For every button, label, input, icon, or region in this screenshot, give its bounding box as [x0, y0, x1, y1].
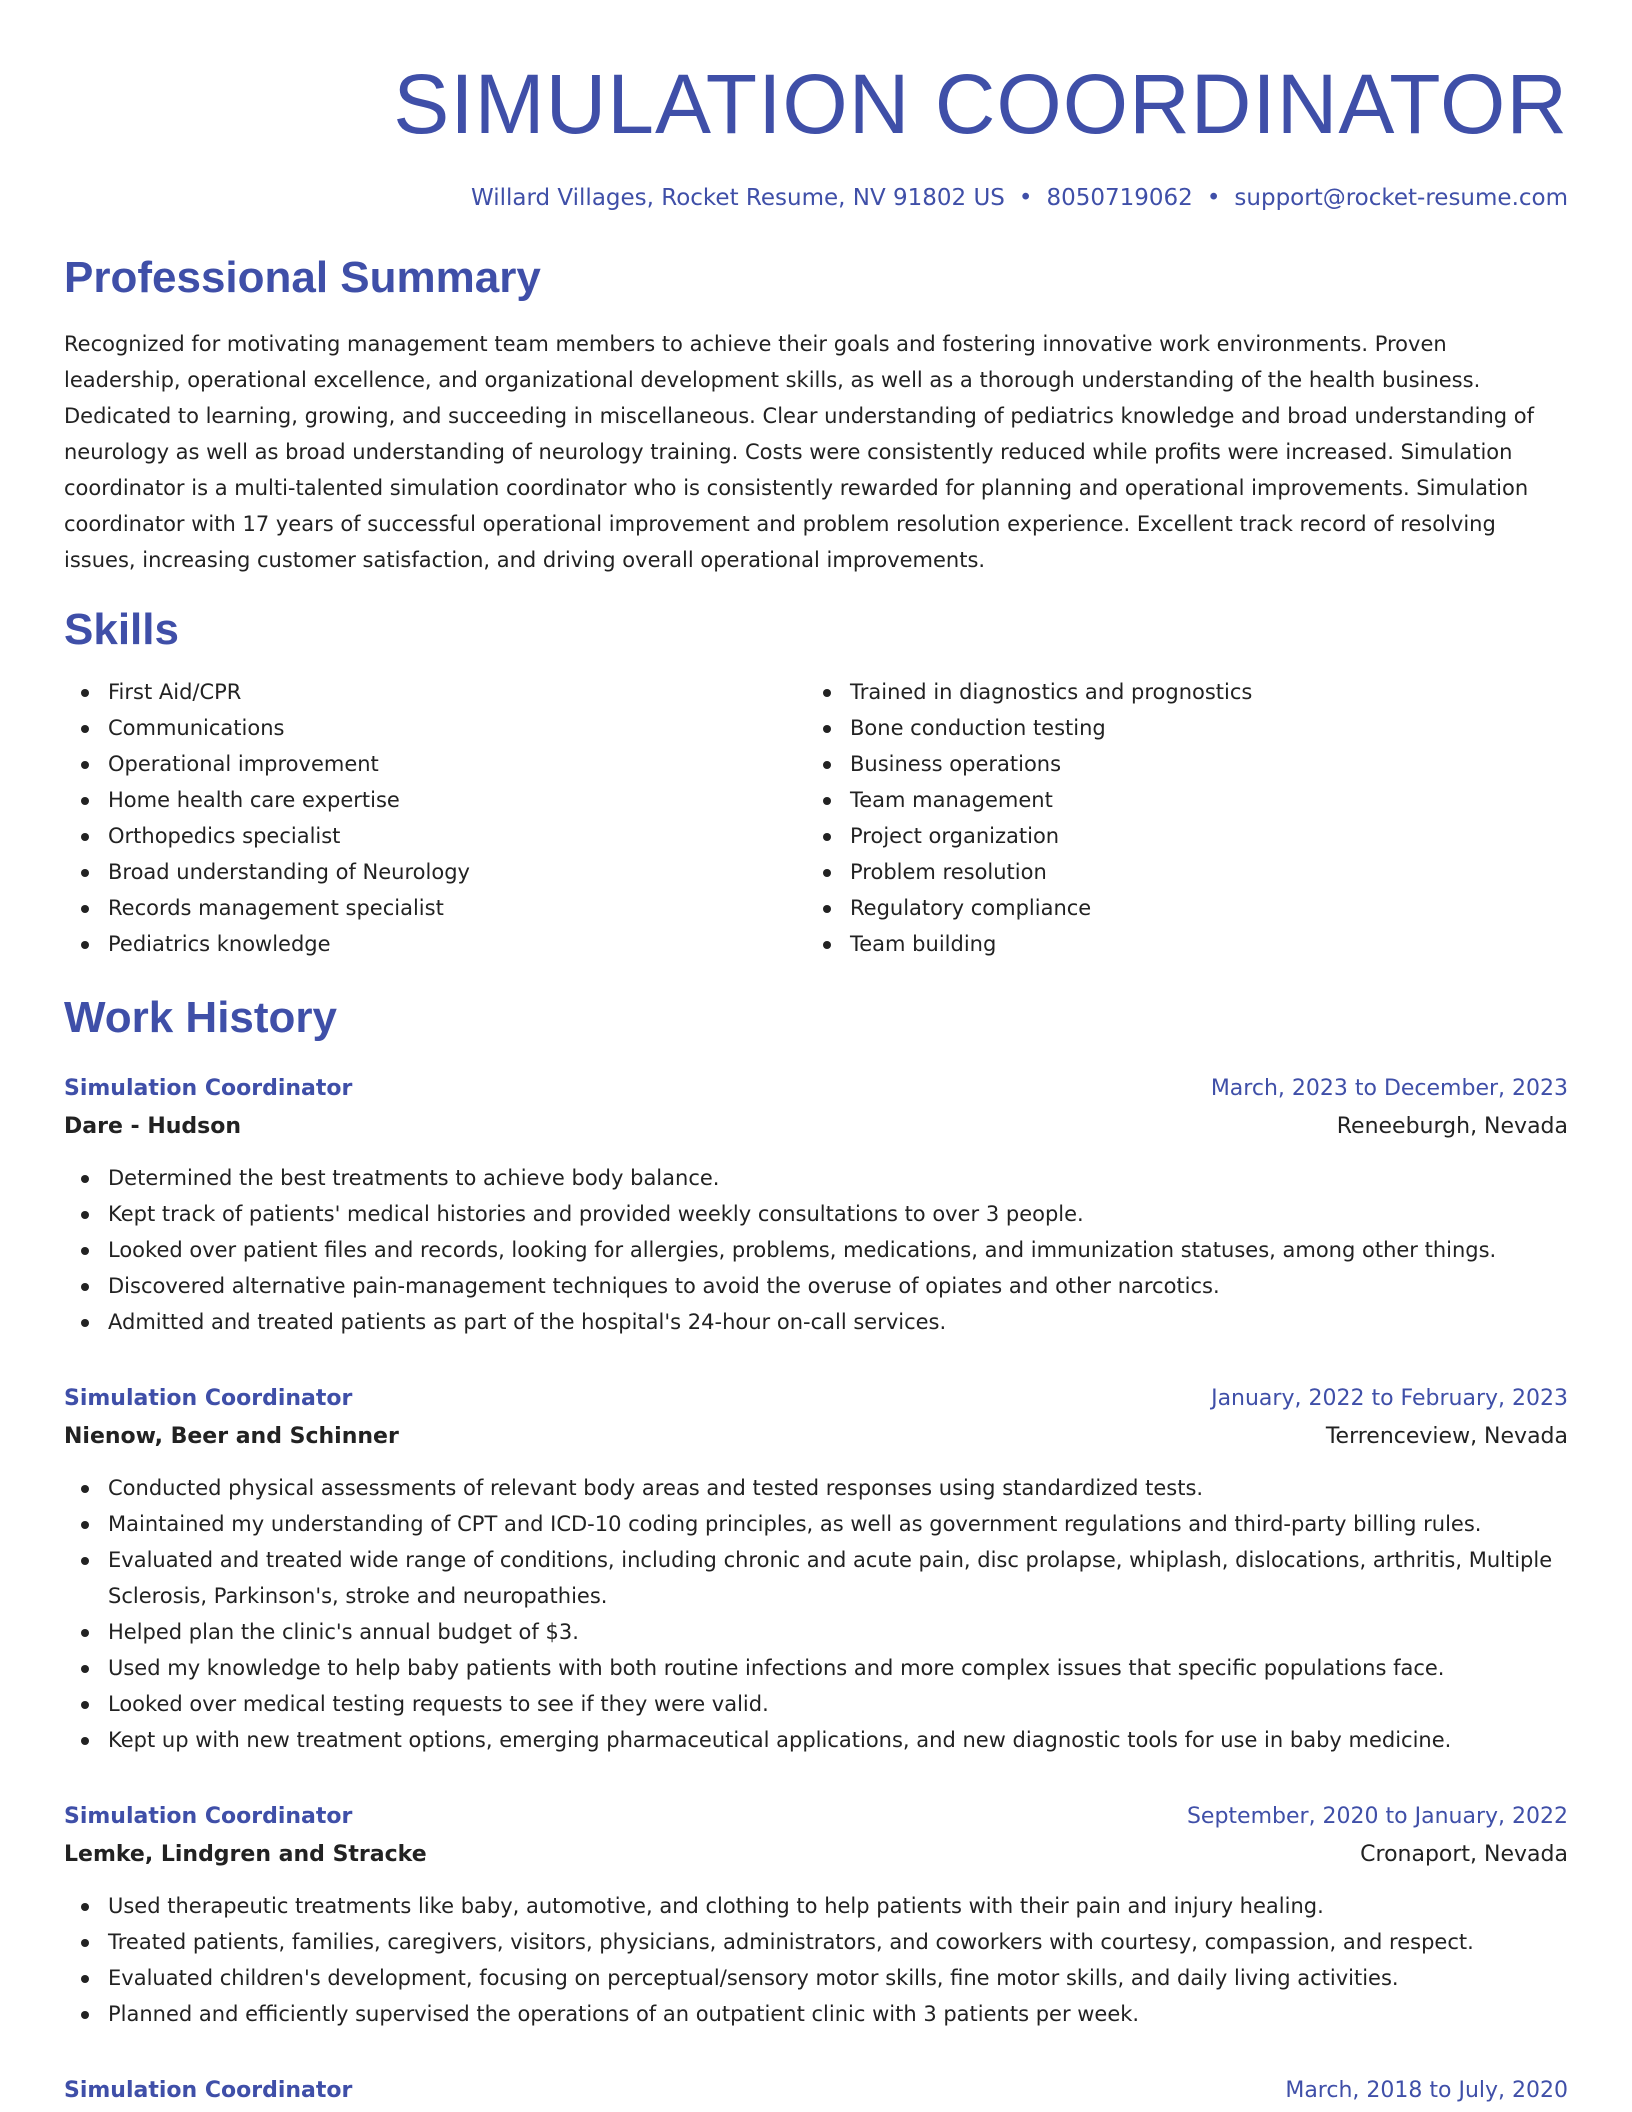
- job-location: Reneeburgh, Nevada: [1336, 1114, 1568, 1139]
- job-dates: March, 2018 to July, 2020: [1285, 2078, 1568, 2103]
- job-title-row: [64, 1798, 1568, 1836]
- job-company-row: [64, 1418, 1568, 1456]
- job-bullet: Helped plan the clinic's annual budget of $3.: [64, 1614, 1568, 1650]
- job-bullet: Admitted and treated patients as part of the hospital's 24-hour on-call services.: [64, 1304, 1568, 1340]
- job-bullet: Evaluated and treated wide range of conditions, including chronic and acute pain, disc prolapse, whiplash, dislocations, arthritis, Multiple Sclerosis, Parkinson's, stroke and neuropathies.: [64, 1542, 1568, 1614]
- summary-text: Recognized for motivating management team members to achieve their goals and fostering innovative work environments. Proven leadership, operational excellence, and organizational development skills, as well as a thorough understanding of the health business. Dedicated to learning, growing, and succeeding in miscellaneous. Clear understanding of pediatrics knowledge and broad understanding of neurology as well as broad understanding of neurology training. Costs were consistently reduced while profits were increased. Simulation coordinator is a multi-talented simulation coordinator who is consistently rewarded for planning and operational improvements. Simulation coordinator with 17 years of successful operational improvement and problem resolution experience. Excellent track record of resolving issues, increasing customer satisfaction, and driving overall operational improvements.: [64, 332, 1535, 572]
- job-title: Simulation Coordinator: [64, 1076, 353, 1101]
- skill-item: Orthopedics specialist: [64, 818, 806, 854]
- skill-item: Team building: [806, 926, 1548, 962]
- skill-item: Business operations: [806, 746, 1548, 782]
- job-entry: [64, 1798, 1568, 2032]
- job-title: Simulation Coordinator: [64, 1386, 353, 1411]
- skill-item: Trained in diagnostics and prognostics: [806, 674, 1548, 710]
- skill-item: Bone conduction testing: [806, 710, 1548, 746]
- section-title-work-history: Work History: [64, 993, 338, 1042]
- job-dates: September, 2020 to January, 2022: [1186, 1804, 1568, 1829]
- resume-page: [64, 0, 1568, 2110]
- job-bullet: Determined the best treatments to achieve body balance.: [64, 1160, 1568, 1196]
- skill-item: Team management: [806, 782, 1548, 818]
- contact-address: Willard Villages, Rocket Resume, NV 91802 US: [470, 185, 1005, 211]
- section-title-summary: Professional Summary: [64, 253, 541, 302]
- resume-name-heading: SIMULATION COORDINATOR: [393, 57, 1568, 151]
- skill-item: Broad understanding of Neurology: [64, 854, 806, 890]
- job-bullet: Used therapeutic treatments like baby, automotive, and clothing to help patients with their pain and injury healing.: [64, 1888, 1568, 1924]
- skill-item: Communications: [64, 710, 806, 746]
- job-title-row: [64, 1380, 1568, 1418]
- skill-item: Regulatory compliance: [806, 890, 1548, 926]
- job-bullet-list: [64, 1470, 1568, 1758]
- job-bullet: Looked over patient files and records, looking for allergies, problems, medications, and immunization statuses, among other things.: [64, 1232, 1568, 1268]
- skill-item: Records management specialist: [64, 890, 806, 926]
- job-bullet: Looked over medical testing requests to see if they were valid.: [64, 1686, 1568, 1722]
- job-title-row: [64, 1070, 1568, 1108]
- job-bullet-list: [64, 1888, 1568, 2032]
- contact-separator: •: [1018, 185, 1033, 211]
- job-bullet-list: [64, 1160, 1568, 1340]
- job-title-row: [64, 2072, 1568, 2110]
- job-company: Lemke, Lindgren and Stracke: [64, 1842, 427, 1867]
- job-location: Terrenceview, Nevada: [1325, 1424, 1568, 1449]
- skills-columns: [64, 674, 1568, 962]
- contact-email: support@rocket-resume.com: [1234, 185, 1568, 211]
- job-bullet: Treated patients, families, caregivers, visitors, physicians, administrators, and coworkers with courtesy, compassion, and respect.: [64, 1924, 1568, 1960]
- job-dates: January, 2022 to February, 2023: [1211, 1386, 1568, 1411]
- skills-list-right: [806, 674, 1548, 962]
- section-title-skills: Skills: [64, 605, 179, 654]
- job-bullet: Kept up with new treatment options, emerging pharmaceutical applications, and new diagnostic tools for use in baby medicine.: [64, 1722, 1568, 1758]
- job-company-row: [64, 1108, 1568, 1146]
- skill-item: Pediatrics knowledge: [64, 926, 806, 962]
- contact-line: [64, 178, 1568, 218]
- job-bullet: Evaluated children's development, focusing on perceptual/sensory motor skills, fine motor skills, and daily living activities.: [64, 1960, 1568, 1996]
- skill-item: Home health care expertise: [64, 782, 806, 818]
- skill-item: First Aid/CPR: [64, 674, 806, 710]
- skill-item: Project organization: [806, 818, 1548, 854]
- job-company-row: [64, 1836, 1568, 1874]
- skill-item: Operational improvement: [64, 746, 806, 782]
- job-bullet: Kept track of patients' medical histories and provided weekly consultations to over 3 people.: [64, 1196, 1568, 1232]
- job-dates: March, 2023 to December, 2023: [1210, 1076, 1568, 1101]
- job-bullet: Used my knowledge to help baby patients with both routine infections and more complex issues that specific populations face.: [64, 1650, 1568, 1686]
- job-bullet: Discovered alternative pain-management techniques to avoid the overuse of opiates and other narcotics.: [64, 1268, 1568, 1304]
- job-title: Simulation Coordinator: [64, 2078, 353, 2103]
- contact-phone: 8050719062: [1046, 185, 1193, 211]
- job-company: Dare - Hudson: [64, 1114, 242, 1139]
- contact-separator: •: [1206, 185, 1221, 211]
- job-entry: [64, 2072, 1568, 2110]
- job-company: Nienow, Beer and Schinner: [64, 1424, 399, 1449]
- job-bullet: Planned and efficiently supervised the operations of an outpatient clinic with 3 patients per week.: [64, 1996, 1568, 2032]
- job-entry: [64, 1070, 1568, 1340]
- job-location: Cronaport, Nevada: [1360, 1842, 1568, 1867]
- job-title: Simulation Coordinator: [64, 1804, 353, 1829]
- skills-list-left: [64, 674, 806, 962]
- job-bullet: Maintained my understanding of CPT and ICD-10 coding principles, as well as government regulations and third-party billing rules.: [64, 1506, 1568, 1542]
- job-bullet: Conducted physical assessments of relevant body areas and tested responses using standardized tests.: [64, 1470, 1568, 1506]
- job-entry: [64, 1380, 1568, 1758]
- skill-item: Problem resolution: [806, 854, 1548, 890]
